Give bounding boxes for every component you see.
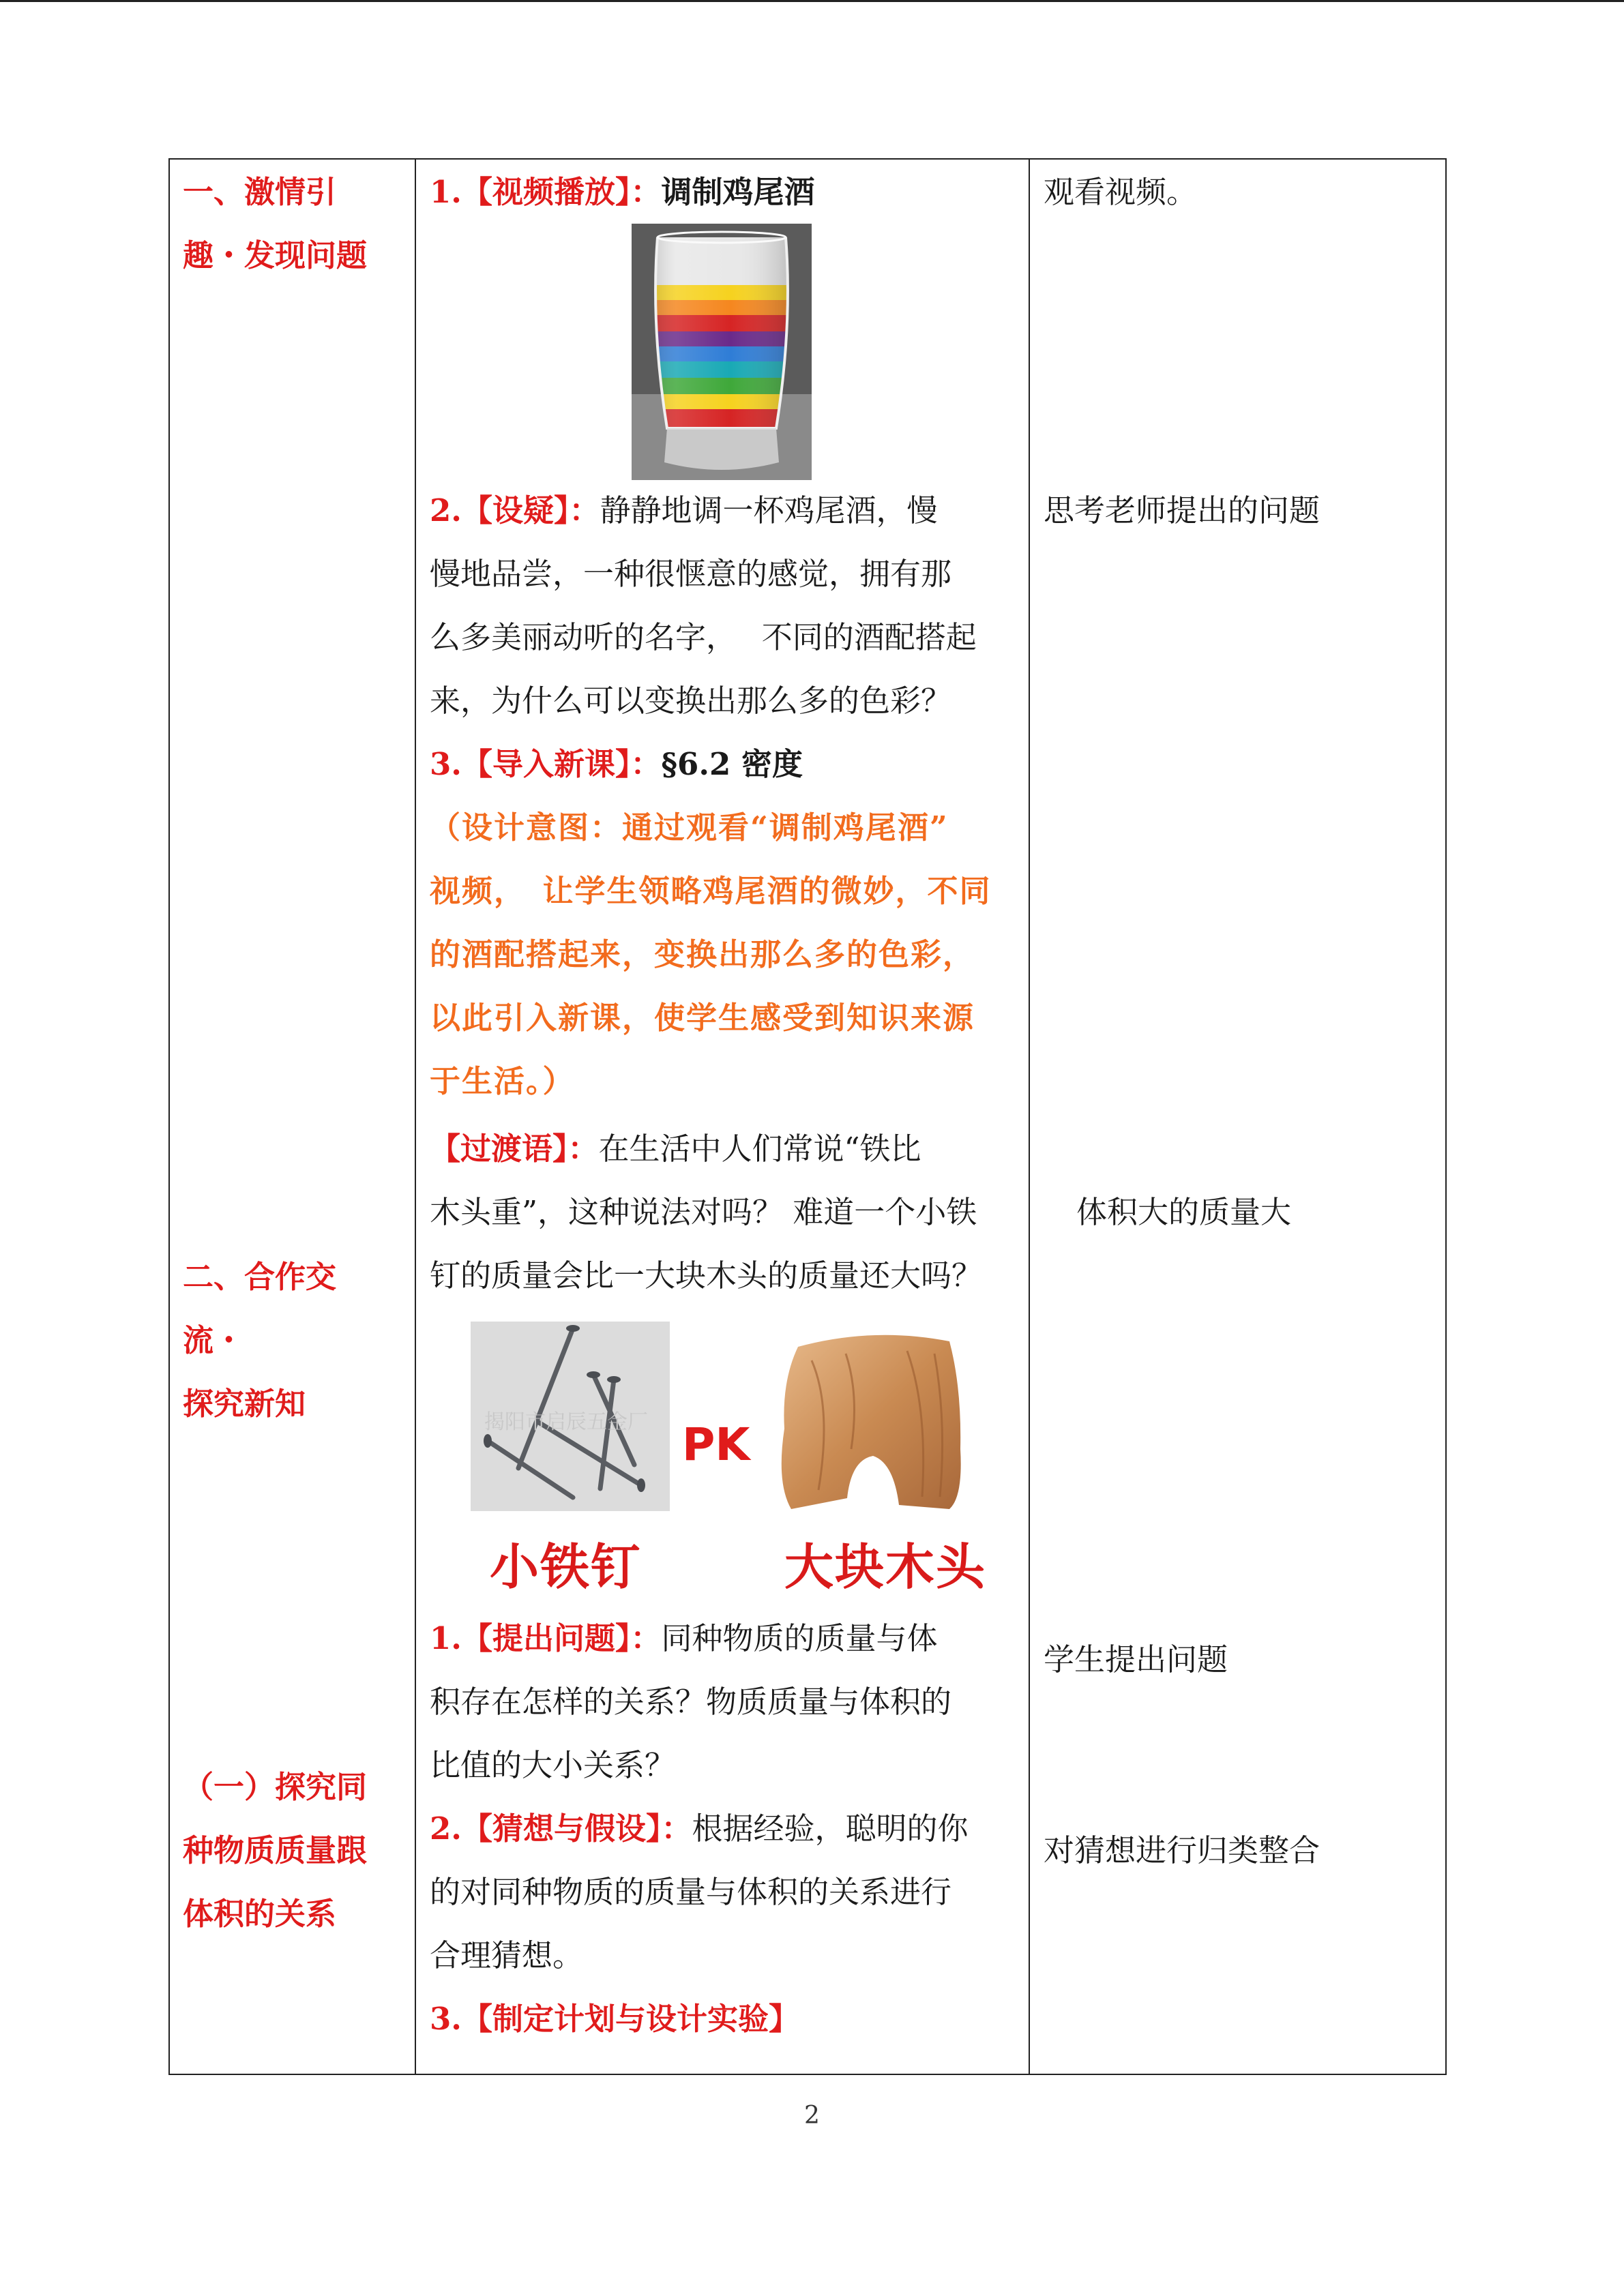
student-answer: 体积大的质量大 <box>1076 1194 1292 1230</box>
problem-line-3: 比值的大小关系？ <box>430 1747 676 1783</box>
transition-text-1: 在生活中人们常说“铁比 <box>598 1131 921 1167</box>
student-watch-video: 观看视频。 <box>1044 174 1198 210</box>
problem-prefix: 1.【提出问题】： <box>430 1620 662 1656</box>
video-heading <box>430 160 815 224</box>
guess-prefix: 2.【猜想与假设】： <box>430 1810 692 1847</box>
question-line-2: 慢地品尝，一种很惬意的感觉，拥有那 <box>430 556 952 592</box>
transition-line-2: 木头重”，这种说法对吗？ 难道一个小铁 <box>430 1194 977 1230</box>
question-line-3: 么多美丽动听的名字， 不同的酒配搭起 <box>430 619 977 655</box>
iron-nails-image <box>471 1322 670 1511</box>
cocktail-glass-image <box>632 224 812 480</box>
guess-line-3: 合理猜想。 <box>430 1937 584 1973</box>
column-divider-2 <box>1029 160 1030 2074</box>
question-text-1: 静静地调一杯鸡尾酒，慢 <box>600 492 938 528</box>
design-intent-line-4: 以此引入新课，使学生感受到知识来源 <box>430 1000 975 1036</box>
page-number: 2 <box>804 2102 820 2130</box>
design-intent-line-2: 视频， 让学生领略鸡尾酒的微妙，不同 <box>430 873 992 909</box>
design-intent-line-5: 于生活。） <box>430 1063 575 1099</box>
stage-2-line-2: 流・ <box>183 1322 245 1358</box>
stage-1-line-2: 趣・发现问题 <box>183 237 368 273</box>
video-title: 调制鸡尾酒 <box>661 174 815 210</box>
design-intent-line-3: 的酒配搭起来，变换出那么多的色彩， <box>430 936 975 972</box>
problem-line-2: 积存在怎样的关系？物质质量与体积的 <box>430 1684 952 1720</box>
problem-text-1: 同种物质的质量与体 <box>661 1620 938 1656</box>
design-intent-line-1: （设计意图：通过观看“调制鸡尾酒” <box>430 809 949 846</box>
problem-line-1 <box>430 1607 938 1670</box>
stage-3-line-3: 体积的关系 <box>183 1896 337 1932</box>
pk-label: PK <box>682 1418 750 1471</box>
intro-title: §6.2 密度 <box>661 746 803 782</box>
stage-2-line-1: 二、合作交 <box>183 1259 337 1295</box>
caption-nails: 小铁钉 <box>490 1538 642 1596</box>
nails-watermark: 揭阳市启辰五金厂 <box>484 1410 648 1434</box>
guess-line-1 <box>430 1797 969 1860</box>
page-top-rule <box>0 0 1624 2</box>
stage-3-line-1: （一）探究同 <box>183 1769 368 1805</box>
transition-line-1 <box>430 1117 921 1180</box>
transition-line-3: 钉的质量会比一大块木头的质量还大吗？ <box>430 1257 983 1294</box>
column-divider-1 <box>415 160 416 2074</box>
student-think-question: 思考老师提出的问题 <box>1044 492 1320 528</box>
intro-prefix: 3.【导入新课】： <box>430 746 662 782</box>
plan-heading: 3.【制定计划与设计实验】 <box>430 2001 799 2037</box>
transition-prefix: 【过渡语】： <box>430 1131 599 1167</box>
student-organize-guesses: 对猜想进行归类整合 <box>1044 1832 1320 1868</box>
intro-heading <box>430 732 803 796</box>
caption-wood: 大块木头 <box>784 1538 987 1596</box>
stage-3-line-2: 种物质质量跟 <box>183 1832 368 1868</box>
video-prefix: 1.【视频播放】： <box>430 174 662 210</box>
guess-line-2: 的对同种物质的质量与体积的关系进行 <box>430 1874 952 1910</box>
student-ask-question: 学生提出问题 <box>1044 1641 1228 1678</box>
wood-block-image <box>771 1326 970 1524</box>
stage-1-line-1: 一、激情引 <box>183 174 337 210</box>
guess-text-1: 根据经验，聪明的你 <box>692 1810 969 1847</box>
question-prefix: 2.【设疑】： <box>430 492 600 528</box>
question-line-1 <box>430 479 938 542</box>
stage-2-line-3: 探究新知 <box>183 1386 306 1422</box>
question-line-4: 来，为什么可以变换出那么多的色彩？ <box>430 683 952 719</box>
